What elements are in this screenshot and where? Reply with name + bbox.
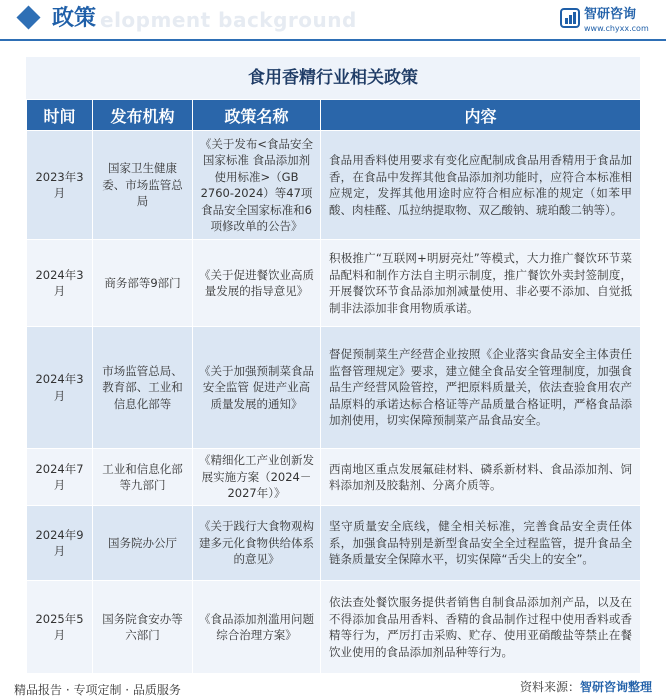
- cell-policy: 《关于践行大食物观构建多元化食物供给体系的意见》: [193, 506, 321, 581]
- cell-time: 2024年3月: [27, 240, 93, 327]
- column-header-policy: 政策名称: [193, 100, 321, 131]
- header-watermark: elopment background: [100, 8, 357, 32]
- page-header: [0, 0, 666, 42]
- table-header-row: [27, 100, 641, 131]
- column-header-content: 内容: [321, 100, 641, 131]
- table-row: [27, 449, 641, 506]
- cell-policy: 《食品添加剂滥用问题综合治理方案》: [193, 581, 321, 674]
- cell-agency: 工业和信息化部等九部门: [93, 449, 193, 506]
- cell-content: 西南地区重点发展氟硅材料、磷系新材料、食品添加剂、饲料添加剂及胶黏剂、分离介质等。: [321, 449, 641, 506]
- cell-agency: 国家卫生健康委、市场监管总局: [93, 131, 193, 240]
- cell-content: 积极推广“互联网+明厨亮灶”等模式，大力推广餐饮环节菜品配料和制作方法自主明示制度，推广餐饮外卖封签制度，开展餐饮环节食品添加剂减量使用、非必要不添加、自觉抵制非法添加非食用物质承诺。: [321, 240, 641, 327]
- table-row: [27, 240, 641, 327]
- cell-time: 2024年7月: [27, 449, 93, 506]
- cell-policy: 《精细化工产业创新发展实施方案（2024－2027年）》: [193, 449, 321, 506]
- footer-slogan: 精品报告 · 专项定制 · 品质服务: [14, 683, 181, 697]
- brand-name: 智研咨询: [584, 7, 637, 22]
- cell-time: 2024年3月: [27, 327, 93, 449]
- table-row: [27, 506, 641, 581]
- cell-agency: 国务院食安办等六部门: [93, 581, 193, 674]
- header-divider: [0, 39, 666, 41]
- cell-time: 2023年3月: [27, 131, 93, 240]
- table-row: [27, 581, 641, 674]
- brand: [560, 6, 664, 38]
- brand-logo-icon: [560, 8, 580, 28]
- policy-table: [26, 99, 641, 674]
- page-title: 政策: [52, 6, 97, 31]
- column-header-agency: 发布机构: [93, 100, 193, 131]
- diamond-icon: [16, 5, 40, 29]
- cell-time: 2025年5月: [27, 581, 93, 674]
- cell-policy: 《关于加强预制菜食品安全监管 促进产业高质量发展的通知》: [193, 327, 321, 449]
- cell-time: 2024年9月: [27, 506, 93, 581]
- cell-agency: 商务部等9部门: [93, 240, 193, 327]
- cell-agency: 国务院办公厅: [93, 506, 193, 581]
- cell-content: 依法查处餐饮服务提供者销售自制食品添加剂产品，以及在不得添加食品用香料、香精的食品制作过程中使用香料或香精等行为，严厉打击采购、贮存、使用亚硝酸盐等禁止在餐饮业使用的食品添加剂品种等行为。: [321, 581, 641, 674]
- table-row: [27, 327, 641, 449]
- cell-agency: 市场监管总局、教育部、工业和信息化部等: [93, 327, 193, 449]
- page-footer: [0, 678, 666, 699]
- table-title: 食用香精行业相关政策: [26, 57, 640, 99]
- cell-content: 督促预制菜生产经营企业按照《企业落实食品安全主体责任监督管理规定》要求，建立健全食品安全管理制度，加强食品生产经营风险管控，严把原料质量关，依法查验食用农产品原料的承诺达标合格证等产品质量合格证明，严格食品添加剂使用，切实保障预制菜产品食品安全。: [321, 327, 641, 449]
- source-label: 资料来源：: [520, 680, 581, 694]
- brand-url: www.chyxx.com: [584, 24, 649, 33]
- table-row: [27, 131, 641, 240]
- cell-content: 坚守质量安全底线，健全相关标准，完善食品安全责任体系，加强食品特别是新型食品安全全过程监管，提升食品全链条质量安全保障水平，切实保障“舌尖上的安全”。: [321, 506, 641, 581]
- column-header-time: 时间: [27, 100, 93, 131]
- footer-source: [520, 678, 652, 695]
- policy-table-panel: [26, 57, 640, 672]
- cell-content: 食品用香料使用要求有变化应配制成食品用香精用于食品加香，在食品中发挥其他食品添加剂功能时，应符合本标准相应规定，发挥其他用途时应符合相应标准的规定（如苯甲酸、肉桂醛、瓜拉纳提取物、双乙酸钠、琥珀酸二钠等）。: [321, 131, 641, 240]
- source-value: 智研咨询整理: [580, 680, 653, 694]
- cell-policy: 《关于发布<食品安全国家标准 食品添加剂使用标准>（GB 2760-2024）等47项食品安全国家标准和6项修改单的公告》: [193, 131, 321, 240]
- cell-policy: 《关于促进餐饮业高质量发展的指导意见》: [193, 240, 321, 327]
